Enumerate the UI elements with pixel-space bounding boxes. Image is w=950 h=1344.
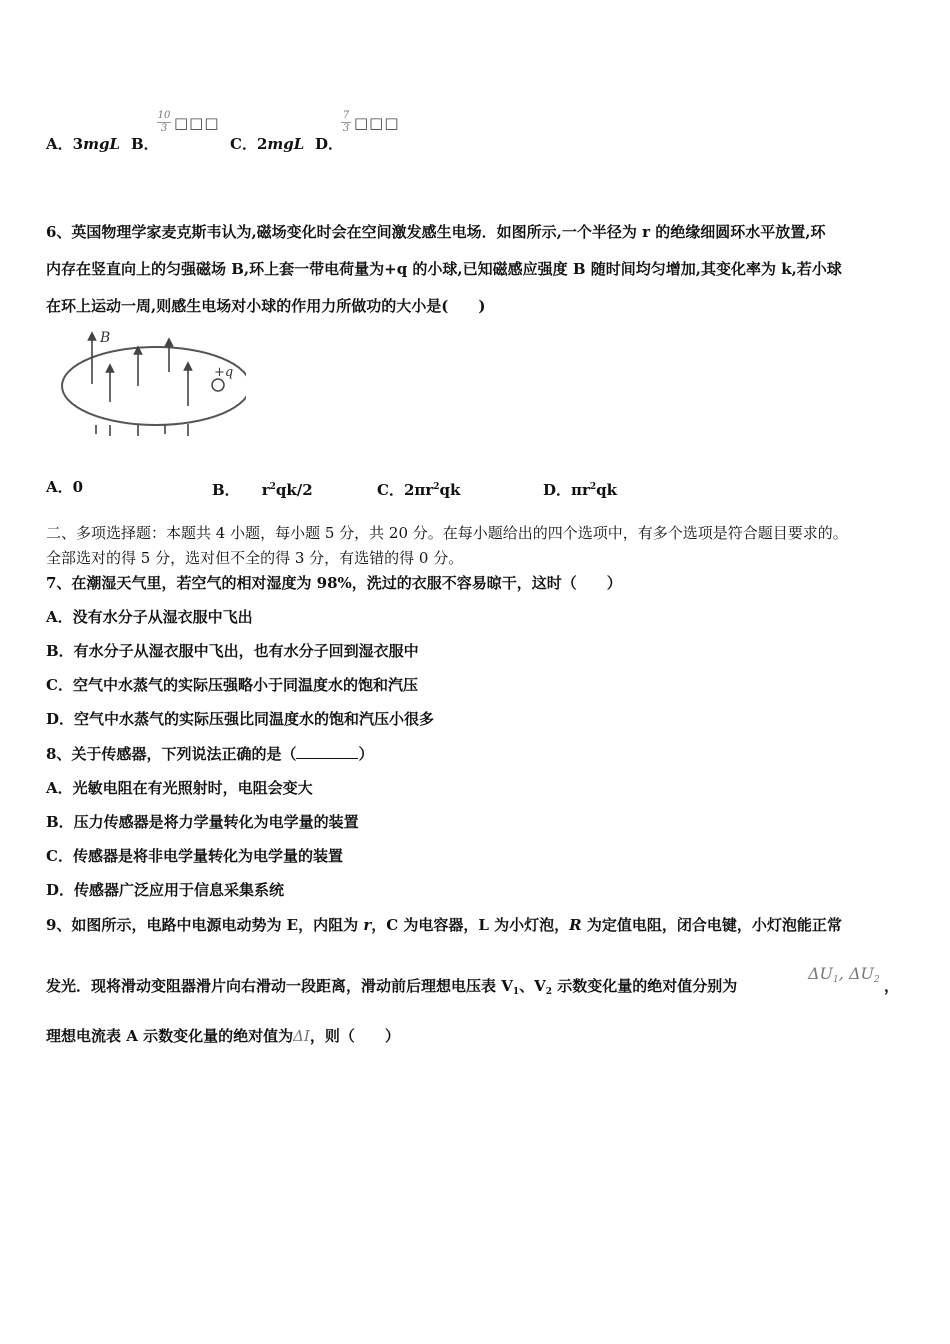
q8-stem: 8、关于传感器，下列说法正确的是（ ） xyxy=(46,745,374,763)
q7-option-d[interactable]: D．空气中水蒸气的实际压强比同温度水的饱和汽压小很多 xyxy=(46,710,435,728)
q9-line-2-comma: ， xyxy=(884,977,900,995)
q5-option-d-glyph-boxes: □□□ xyxy=(354,114,400,132)
q5-option-d[interactable]: D． xyxy=(315,135,344,153)
q6-option-b[interactable]: B． $r^2qk/2$ xyxy=(212,481,313,499)
q8-option-b[interactable]: B．压力传感器是将力学量转化为电学量的装置 xyxy=(46,813,359,831)
q6-option-c[interactable]: C．$2\pi r^2qk$ xyxy=(377,481,461,499)
q6-option-d[interactable]: D．$\pi r^2qk$ xyxy=(543,481,618,499)
q6-stem-line-1: 6、英国物理学家麦克斯韦认为,磁场变化时会在空间激发感生电场．如图所示,一个半径为 r 的绝缘细圆环水平放置,环 xyxy=(46,223,826,241)
q5-option-b[interactable]: B． xyxy=(131,135,159,153)
q7-option-a[interactable]: A．没有水分子从湿衣服中飞出 xyxy=(46,608,253,626)
q8-option-c[interactable]: C．传感器是将非电学量转化为电学量的装置 xyxy=(46,847,343,865)
q9-stem-line-2: 发光．现将滑动变阻器滑片向右滑动一段距离，滑动前后理想电压表 $V_1$、$V_2$ 示数变化量的绝对值分别为 xyxy=(46,977,738,997)
q7-stem: 7、在潮湿天气里，若空气的相对湿度为 98%，洗过的衣服不容易晾干，这时（ ） xyxy=(46,574,622,592)
q6-option-a[interactable]: A．0 xyxy=(46,478,84,496)
q7-option-c[interactable]: C．空气中水蒸气的实际压强略小于同温度水的饱和汽压 xyxy=(46,676,418,694)
charged-ball xyxy=(212,379,224,391)
q8-answer-blank xyxy=(296,744,358,759)
q5-option-b-fraction: $\frac{10}{3}$ xyxy=(157,110,171,134)
q9-delta-u-expression: $\Delta U_1$, $\Delta U_2$ xyxy=(808,964,880,985)
q5-option-b-glyph-boxes: □□□ xyxy=(174,114,220,132)
q6-ring-magnetic-field-figure xyxy=(46,328,246,440)
q5-option-c[interactable]: C．2mgL xyxy=(230,135,305,153)
magnetic-field-lines xyxy=(92,336,188,436)
section2-instructions-line-2: 全部选对的得 5 分，选对但不全的得 3 分，有选错的得 0 分。 xyxy=(46,549,464,567)
q5-option-a[interactable]: A．3mgL xyxy=(46,135,120,153)
section2-instructions-line-1: 二、多项选择题：本题共 4 小题，每小题 5 分，共 20 分。在每小题给出的四个选项中，有多个选项是符合题目要求的。 xyxy=(46,524,848,542)
q7-option-b[interactable]: B．有水分子从湿衣服中飞出，也有水分子回到湿衣服中 xyxy=(46,642,419,660)
q9-stem-line-3: 理想电流表 A 示数变化量的绝对值为ΔI，则（ ） xyxy=(46,1027,400,1045)
charge-label-q: +q xyxy=(214,365,234,380)
q8-option-a[interactable]: A．光敏电阻在有光照射时，电阻会变大 xyxy=(46,779,313,797)
q5-option-d-fraction: $\frac{7}{3}$ xyxy=(342,110,350,134)
q6-stem-line-3: 在环上运动一周,则感生电场对小球的作用力所做功的大小是( ) xyxy=(46,297,486,315)
q6-stem-line-2: 内存在竖直向上的匀强磁场 B,环上套一带电荷量为+q 的小球,已知磁感应强度 B 随时间均匀增加,其变化率为 k,若小球 xyxy=(46,260,842,278)
q9-stem-line-1: 9、如图所示，电路中电源电动势为 E，内阻为 r，C 为电容器，L 为小灯泡，R 为定值电阻，闭合电键，小灯泡能正常 xyxy=(46,916,842,934)
q8-option-d[interactable]: D．传感器广泛应用于信息采集系统 xyxy=(46,881,285,899)
field-label-b: B xyxy=(100,330,111,346)
